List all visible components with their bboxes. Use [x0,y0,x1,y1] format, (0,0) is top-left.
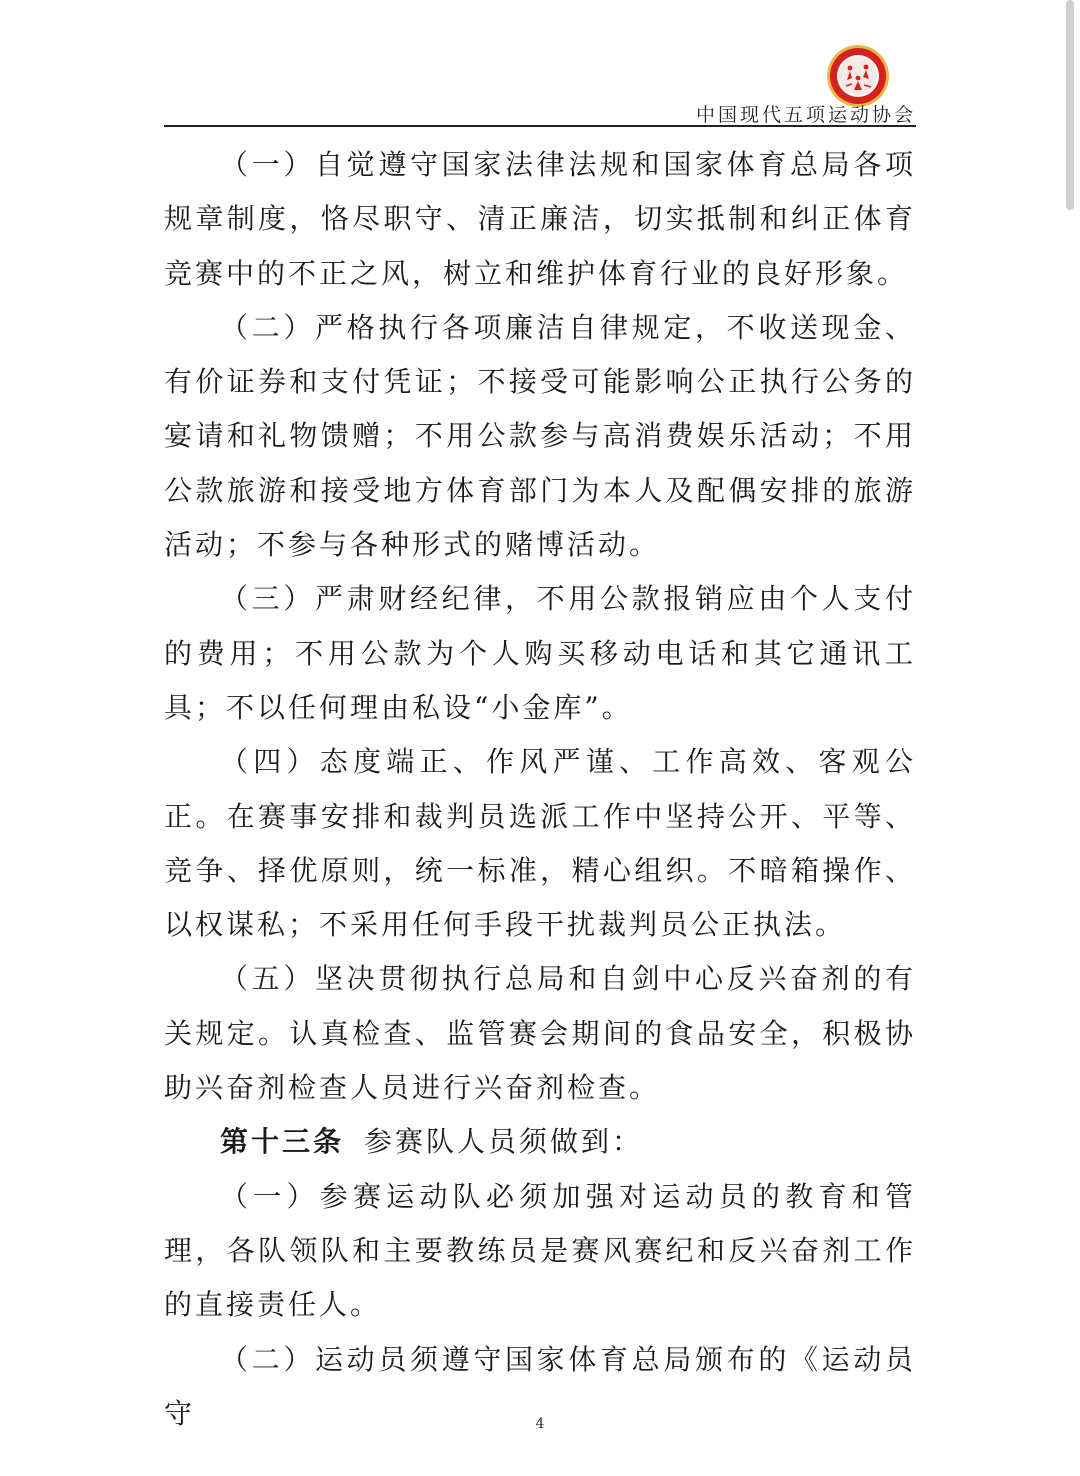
paragraph [164,301,916,572]
paragraph-text: （二）运动员须遵守国家体育总局颁布的《运动员守 [164,1342,916,1430]
organization-name: 中国现代五项运动协会 [695,104,916,126]
paragraph-text: （二）严格执行各项廉洁自律规定，不收送现金、有价证券和支付凭证；不接受可能影响公正执行公务的宴请和礼物馈赠；不用公款参与高消费娱乐活动；不用公款旅游和接受地方体育部门为本人及配偶安排的旅游活动；不参与各种形式的赌博活动。 [164,310,916,562]
page-number: 4 [535,1416,545,1432]
association-emblem-icon [826,44,890,108]
paragraph-text: （四）态度端正、作风严谨、工作高效、客观公正。在赛事安排和裁判员选派工作中坚持公开、平等、竞争、择优原则，统一标准，精心组织。不暗箱操作、以权谋私；不采用任何手段干扰裁判员公正执法。 [164,745,916,942]
paragraph-text: （一）自觉遵守国家法律法规和国家体育总局各项规章制度，恪尽职守、清正廉洁，切实抵制和纠正体育竞赛中的不正之风，树立和维护体育行业的良好形象。 [164,148,916,290]
scrollbar-thumb[interactable] [1066,0,1074,210]
article-number: 第十三条 [220,1125,345,1159]
document-body [164,138,916,1441]
paragraph-text: 参赛队人员须做到： [364,1125,644,1159]
paragraph-text: （五）坚决贯彻执行总局和自剑中心反兴奋剂的有关规定。认真检查、监管赛会期间的食品安全，积极协助兴奋剂检查人员进行兴奋剂检查。 [164,962,916,1105]
article-paragraph [164,1115,916,1169]
paragraph [164,735,916,952]
paragraph [164,952,916,1115]
paragraph [164,572,916,735]
header-divider [164,125,916,127]
paragraph-text: （一）参赛运动队必须加强对运动员的教育和管理，各队领队和主要教练员是赛风赛纪和反兴奋剂工作的直接责任人。 [164,1179,916,1322]
paragraph [164,138,916,301]
paragraph [164,1170,916,1333]
paragraph-text: （三）严肃财经纪律，不用公款报销应由个人支付的费用；不用公款为个人购买移动电话和其它通讯工具；不以任何理由私设“小金库”。 [164,582,916,724]
